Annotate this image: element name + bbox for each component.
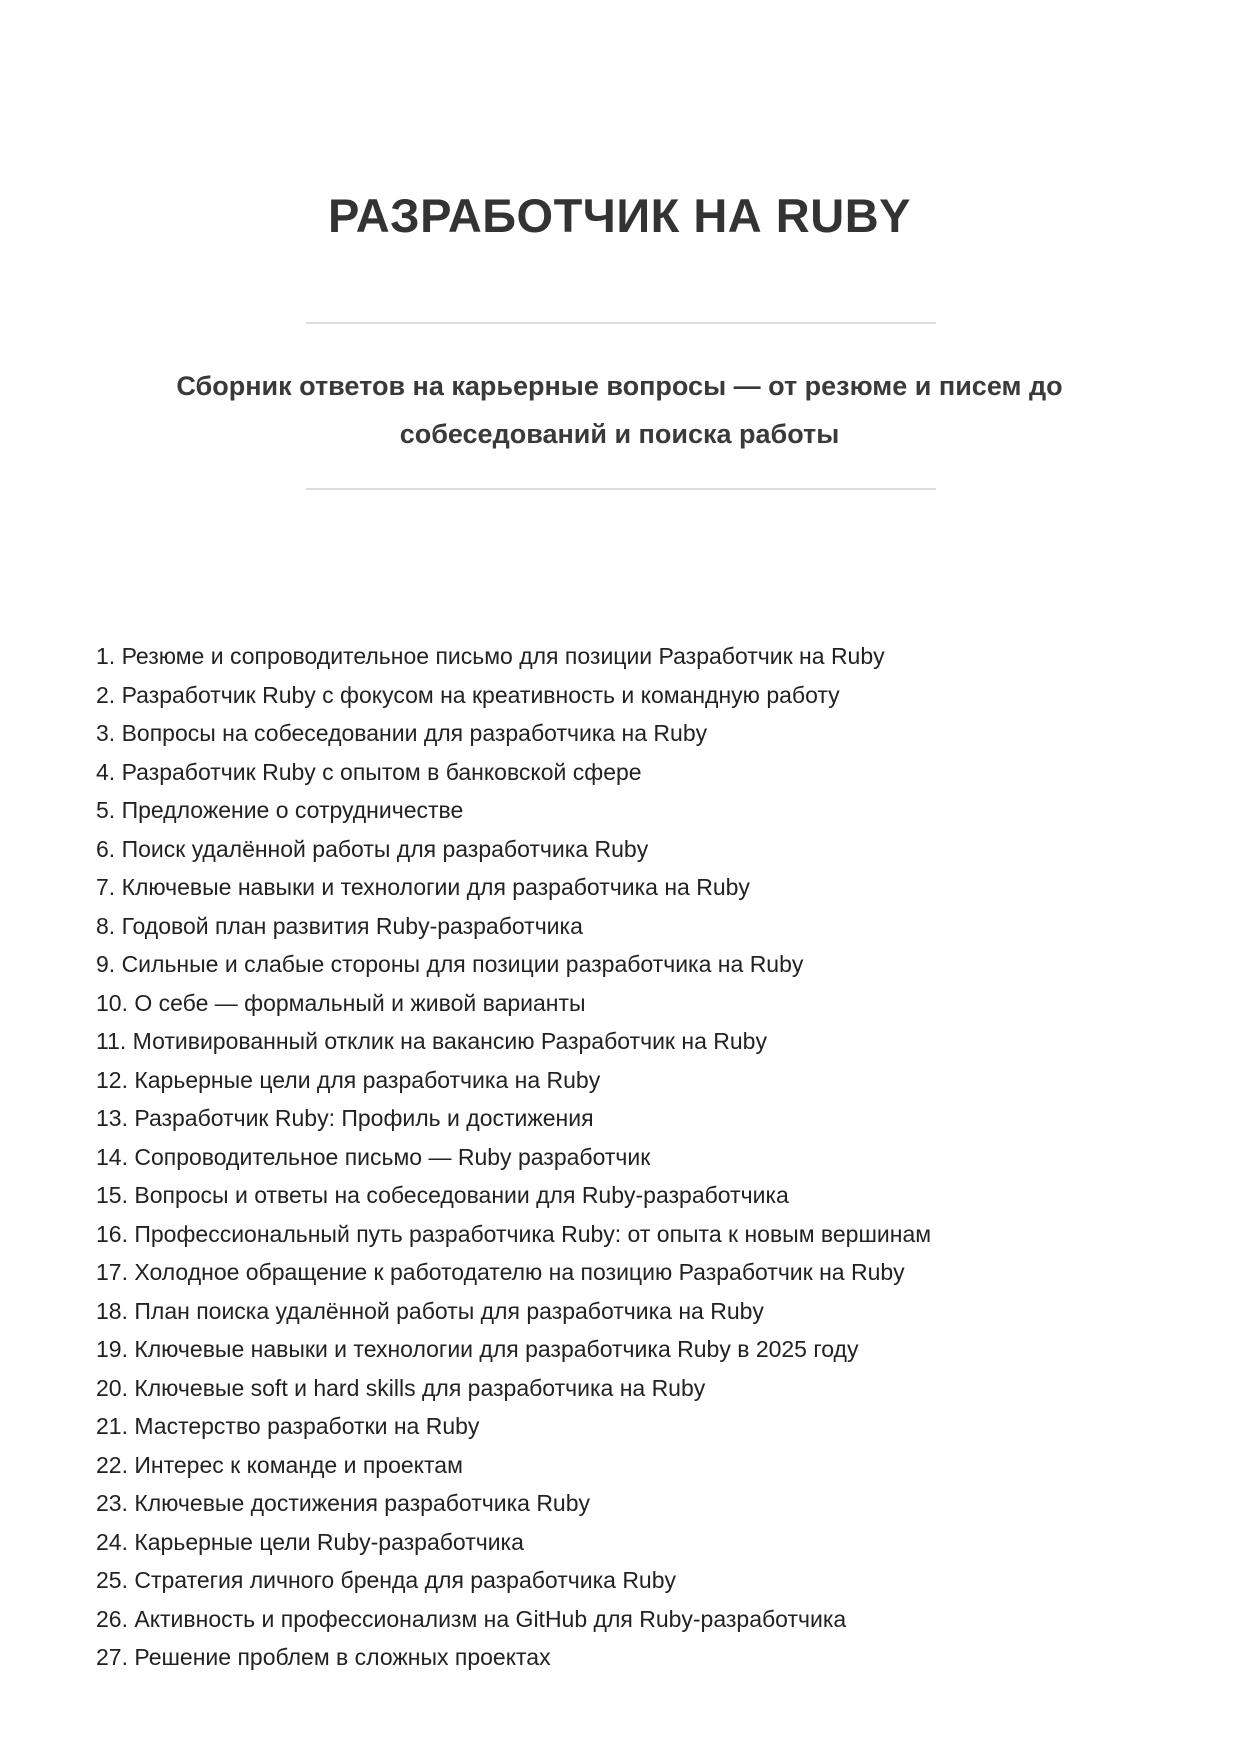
- toc-item[interactable]: 3. Вопросы на собеседовании для разработчика на Ruby: [96, 720, 708, 746]
- toc-item[interactable]: 22. Интерес к команде и проектам: [96, 1451, 463, 1478]
- document-subtitle: Сборник ответов на карьерные вопросы — от резюме и писем до собеседований и поиска работы: [176, 371, 1063, 449]
- toc-item[interactable]: 2. Разработчик Ruby с фокусом на креативность и командную работу: [96, 681, 840, 708]
- toc-item[interactable]: 23. Ключевые достижения разработчика Ruby: [96, 1490, 591, 1516]
- toc-item[interactable]: 1. Резюме и сопроводительное письмо для позиции Разработчик на Ruby: [96, 643, 885, 669]
- toc-item[interactable]: 12. Карьерные цели для разработчика на Ruby: [96, 1066, 601, 1093]
- toc-item[interactable]: 25. Стратегия личного бренда для разработчика Ruby: [96, 1567, 677, 1593]
- toc-item[interactable]: 5. Предложение о сотрудничестве: [96, 797, 464, 823]
- divider-bottom: [306, 488, 936, 490]
- document-title: РАЗРАБОТЧИК НА RUBY: [328, 189, 911, 242]
- toc-item[interactable]: 4. Разработчик Ruby с опытом в банковской сфере: [96, 758, 642, 785]
- toc-item[interactable]: 24. Карьерные цели Ruby-разработчика: [96, 1528, 524, 1555]
- toc-item[interactable]: 21. Мастерство разработки на Ruby: [96, 1413, 480, 1439]
- toc-item[interactable]: 15. Вопросы и ответы на собеседовании для Ruby-разработчика: [96, 1182, 789, 1208]
- toc-item[interactable]: 20. Ключевые soft и hard skills для разработчика на Ruby: [96, 1374, 706, 1401]
- toc-item[interactable]: 11. Мотивированный отклик на вакансию Разработчик на Ruby: [96, 1028, 767, 1054]
- toc-item[interactable]: 27. Решение проблем в сложных проектах: [96, 1644, 551, 1670]
- toc-item[interactable]: 19. Ключевые навыки и технологии для разработчика Ruby в 2025 году: [96, 1336, 859, 1362]
- toc-item[interactable]: 18. План поиска удалённой работы для разработчика на Ruby: [96, 1297, 764, 1324]
- toc-item[interactable]: 10. О себе — формальный и живой варианты: [96, 989, 586, 1016]
- toc-item[interactable]: 7. Ключевые навыки и технологии для разработчика на Ruby: [96, 874, 750, 900]
- divider-top: [306, 322, 936, 324]
- table-of-contents: [96, 637, 931, 1677]
- toc-item[interactable]: 26. Активность и профессионализм на GitHub для Ruby-разработчика: [96, 1605, 847, 1632]
- toc-item[interactable]: 13. Разработчик Ruby: Профиль и достижения: [96, 1105, 594, 1131]
- toc-item[interactable]: 16. Профессиональный путь разработчика Ruby: от опыта к новым вершинам: [96, 1220, 932, 1247]
- toc-item[interactable]: 8. Годовой план развития Ruby-разработчика: [96, 912, 583, 939]
- toc-item[interactable]: 9. Сильные и слабые стороны для позиции разработчика на Ruby: [96, 951, 804, 977]
- toc-item[interactable]: 14. Сопроводительное письмо — Ruby разработчик: [96, 1143, 651, 1170]
- toc-item[interactable]: 6. Поиск удалённой работы для разработчика Ruby: [96, 835, 649, 862]
- toc-item[interactable]: 17. Холодное обращение к работодателю на позицию Разработчик на Ruby: [96, 1259, 905, 1285]
